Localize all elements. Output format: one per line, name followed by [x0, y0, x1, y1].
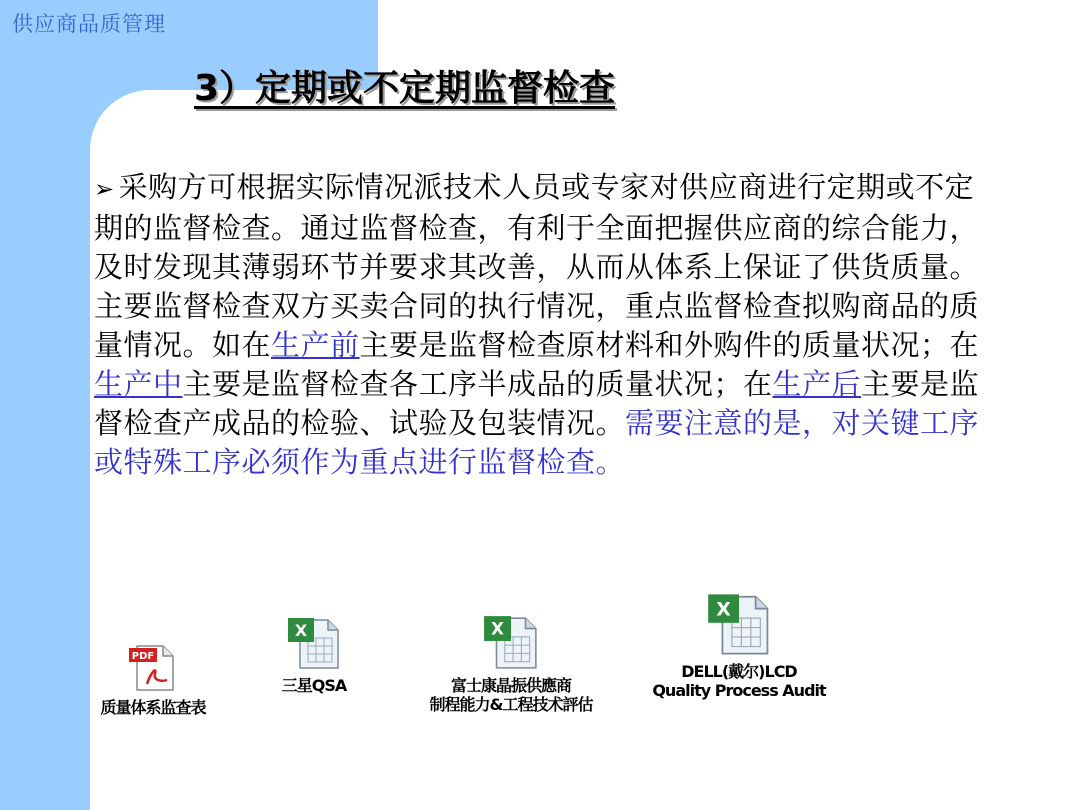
attachment-samsung-qsa[interactable] [276, 616, 352, 695]
svg-text:X: X [491, 619, 504, 639]
body-note: 需要注意的是，对关键工序或特殊工序必须作为重点进行监督检查。 [94, 406, 980, 479]
link-during-production[interactable]: 生产中 [94, 367, 183, 401]
body-text-during: 主要是监督检查各工序半成品的质量状况；在 [182, 367, 773, 401]
attachment-foxconn-evaluation[interactable] [418, 614, 604, 714]
section-label: 供应商品质管理 [12, 12, 166, 36]
body-text-before: 主要是监督检查原材料和外购件的质量状况；在 [359, 328, 980, 362]
attachment-pdf-audit-form[interactable] [98, 644, 208, 717]
attachment-label: 质量体系监查表 [100, 698, 206, 717]
link-after-production[interactable]: 生产后 [772, 367, 862, 401]
excel-icon [705, 592, 773, 656]
pdf-icon [127, 644, 179, 692]
svg-text:X: X [716, 598, 731, 621]
svg-text:PDF: PDF [131, 651, 155, 662]
body-paragraph [94, 168, 994, 482]
decor-left-band [0, 0, 90, 810]
excel-icon [286, 616, 342, 670]
body-text-after: 主要是监督检查产成品的检验、试验及包装情况。 [94, 367, 980, 440]
attachment-dell-lcd-audit[interactable] [640, 592, 838, 700]
link-before-production[interactable]: 生产前 [271, 328, 360, 362]
attachment-label-line2: Quality Process Audit [652, 681, 826, 700]
excel-icon [482, 614, 540, 670]
attachment-label-line1: 富士康晶振供應商 [450, 676, 571, 695]
attachment-label: 三星QSA [281, 676, 347, 695]
body-text-intro: 采购方可根据实际情况派技术人员或专家对供应商进行定期或不定期的监督检查。通过监督检查，有利于全面把握供应商的综合能力，及时发现其薄弱环节并要求其改善，从而从体系上保证了供货质量。主要监督检查双方买卖合同的执行情况，重点监督检查拟购商品的质量情况。如在 [94, 170, 980, 362]
slide-title: 3）定期或不定期监督检查 [194, 68, 616, 109]
svg-text:X: X [294, 621, 308, 640]
bullet-arrow-icon: ➢ [94, 175, 115, 203]
attachment-label-line1: DELL(戴尔)LCD [681, 662, 797, 681]
attachment-label-line2: 制程能力&工程技术評估 [429, 695, 593, 714]
